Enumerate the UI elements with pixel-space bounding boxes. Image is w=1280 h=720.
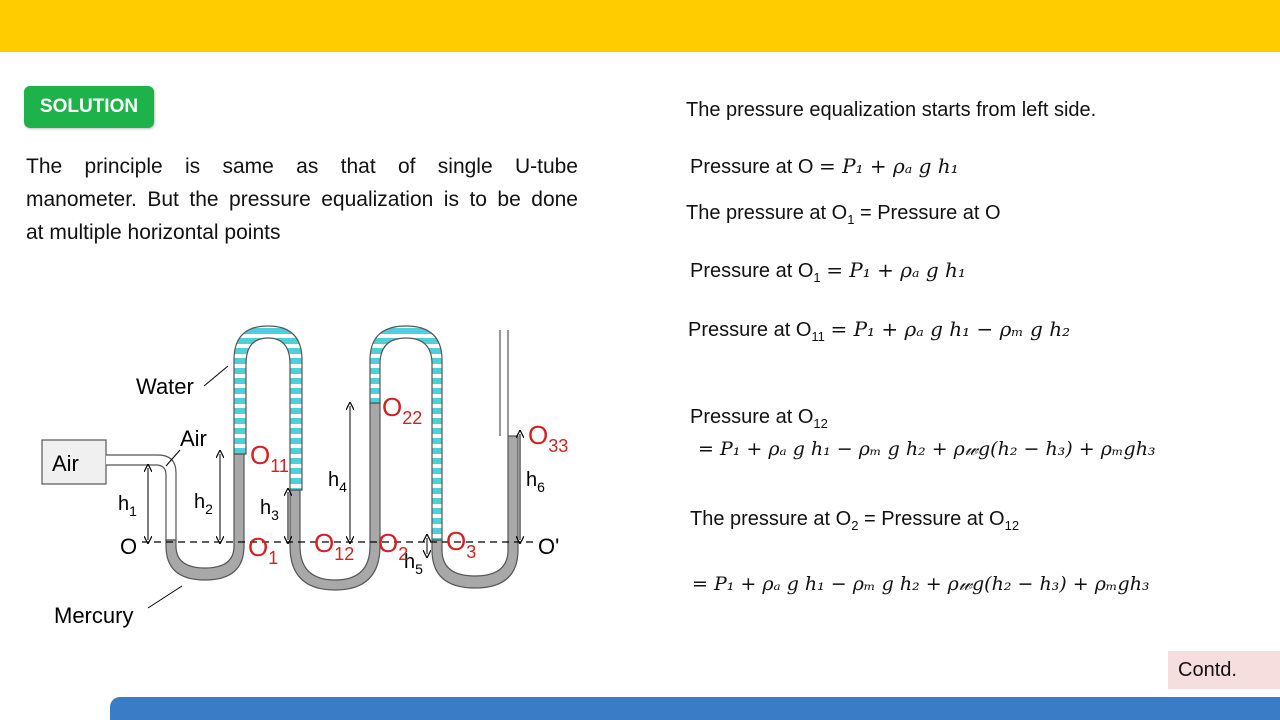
mercury-u1 (166, 454, 244, 580)
header-bar (0, 0, 1280, 52)
eq2-sub: 1 (847, 212, 855, 227)
equation-7: = P₁ + ρₐ g h₁ − ρₘ g h₂ + ρ𝓌g(h₂ − h₃) + ρₘgh₃ (692, 573, 1150, 595)
label-o11: $O_{11}$ (250, 440, 289, 476)
label-h5: $h_5$ (404, 551, 423, 577)
label-h3: $h_3$ (260, 497, 279, 523)
eq6-label: The pressure at O (690, 508, 852, 530)
equation-5-rhs: = P₁ + ρₐ g h₁ − ρₘ g h₂ + ρ𝓌g(h₂ − h₃) + ρₘgh₃ (698, 438, 1156, 460)
air-box-label: Air (52, 451, 79, 476)
label-o22: $O_{22}$ (382, 392, 423, 428)
label-h6: $h_6$ (526, 469, 545, 495)
water-tube-2 (370, 326, 442, 540)
eq4-sub: 11 (811, 329, 825, 344)
mercury-u3 (432, 436, 518, 588)
equation-3 (690, 258, 966, 285)
label-o33: $O_{33}$ (528, 420, 569, 456)
equation-4 (688, 317, 1070, 344)
eq4-rhs: = P₁ + ρₐ g h₁ − ρₘ g h₂ (830, 317, 1071, 341)
footer-bar (110, 697, 1280, 720)
eq4-label: Pressure at O (688, 319, 812, 341)
equation-start: The pressure equalization starts from left side. (686, 99, 1097, 121)
eq6-mid: = Pressure at O (863, 508, 1005, 530)
eq3-label: Pressure at O (690, 260, 814, 282)
air-pipe (106, 455, 176, 540)
compound-manometer-diagram (30, 318, 590, 638)
label-h4: $h_4$ (328, 469, 347, 495)
label-water: Water (136, 374, 194, 399)
label-o1: $O_1$ (248, 532, 279, 568)
eq6-sub: 2 (851, 518, 859, 533)
eq1-rhs: = P₁ + ρₐ g h₁ (818, 154, 959, 178)
eq1-label: Pressure at O (690, 156, 814, 178)
intro-paragraph (26, 150, 578, 249)
label-mercury: Mercury (54, 603, 134, 628)
intro-line: The principle is same as that of single U-tube (26, 155, 578, 178)
label-o-left: O (120, 534, 138, 559)
label-o3: $O_3$ (446, 526, 477, 562)
leader-mercury (148, 586, 182, 608)
equation-6 (690, 508, 1019, 533)
label-o-right: O' (538, 534, 560, 559)
intro-line: manometer. But the pressure equalization is to be done (26, 188, 578, 211)
label-air-top: Air (180, 426, 207, 451)
eq3-sub: 1 (813, 270, 821, 285)
leader-water (204, 366, 228, 386)
equation-5 (690, 406, 828, 431)
solution-badge: SOLUTION (24, 86, 154, 128)
label-o12: $O_{12}$ (314, 528, 355, 564)
label-h2: $h_2$ (194, 491, 213, 517)
equation-2 (686, 202, 1001, 227)
eq2-rhs: = Pressure at O (859, 202, 1001, 224)
intro-line: at multiple horizontal points (26, 221, 281, 244)
eq2-label: The pressure at O (686, 202, 848, 224)
eq6-sub2: 12 (1004, 518, 1020, 533)
label-o2: $O_2$ (378, 528, 409, 564)
eq3-rhs: = P₁ + ρₐ g h₁ (826, 258, 966, 282)
eq5-sub: 12 (813, 416, 828, 431)
label-h1: $h_1$ (118, 493, 137, 519)
equation-1 (690, 154, 959, 179)
eq5-label: Pressure at O (690, 406, 814, 428)
open-tube (500, 330, 508, 436)
contd-label: Contd. (1168, 651, 1280, 689)
